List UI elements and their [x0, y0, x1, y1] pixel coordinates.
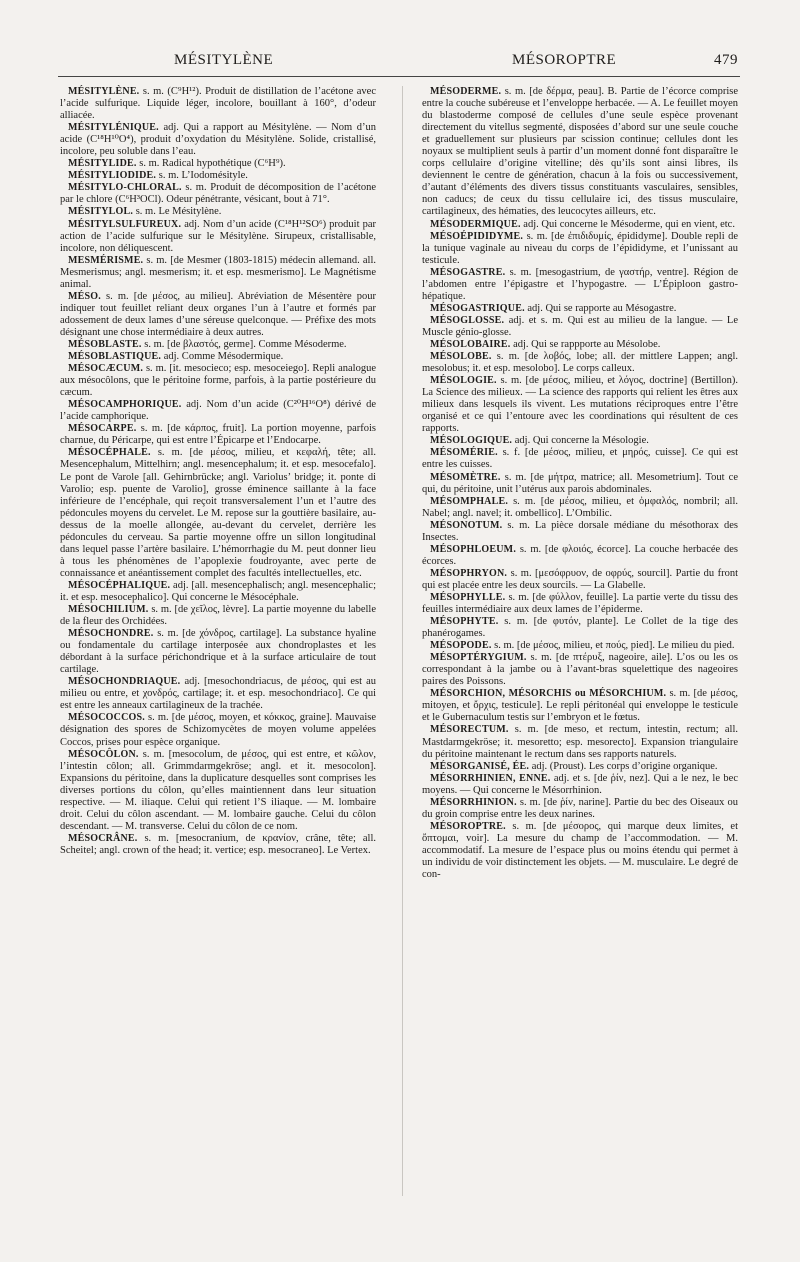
entry-headword: MÉSOMÉRIE.	[430, 447, 498, 459]
dictionary-entry	[60, 423, 376, 447]
entry-definition: adj. [mesochondriacus, de μέσος, qui est au milieu ou entre, et χονδρός, cartilage; it. et esp. mesochondriaco]. Ce qui est entre les anneaux cartilagineux de la trachée.	[60, 676, 376, 712]
entry-headword: MÉSITYLIDE.	[68, 158, 137, 170]
dictionary-entry	[422, 339, 738, 351]
entry-headword: MÉSOPHLOEUM.	[430, 543, 517, 555]
dictionary-entry	[422, 724, 738, 760]
entry-headword: MÉSITYLO-CHLORAL.	[68, 182, 182, 194]
dictionary-entry	[60, 712, 376, 748]
dictionary-entry	[422, 315, 738, 339]
dictionary-entry	[422, 267, 738, 303]
dictionary-entry	[422, 688, 738, 724]
dictionary-entry	[422, 447, 738, 471]
dictionary-entry	[422, 375, 738, 435]
dictionary-entry	[422, 592, 738, 616]
entry-definition: adj. Qui concerne le Mésoderme, qui en vient, etc.	[520, 218, 735, 230]
entry-definition: adj. Nom d’un acide (C²⁰H¹⁶O⁸) dérivé de l’acide camphorique.	[60, 399, 376, 423]
entry-headword: MÉSORRHINIEN, ENNE.	[430, 772, 551, 784]
entry-definition: s. m. [de ῥίν, narine]. Partie du bec des Oiseaux ou du groin comprise entre les deux narines.	[422, 796, 738, 820]
dictionary-entry	[422, 544, 738, 568]
entry-headword: MÉSOROPTRE.	[430, 820, 506, 832]
entry-definition: s. m. [de μέσος, au milieu]. Abréviation de Mésentère pour indiquer tout feuillet reliant deux organes l’un à l’autre et formés par adossement de deux lames d’une séreuse quelconque. — Préfixe des mots désignant une chose intermédiaire à deux autres.	[60, 290, 376, 338]
dictionary-entry	[422, 761, 738, 773]
entry-headword: MÉSOCHONDRIAQUE.	[68, 676, 181, 688]
dictionary-entry	[60, 833, 376, 857]
running-head-left: MÉSITYLÈNE	[174, 52, 274, 68]
entry-definition: adj. Qui concerne la Mésologie.	[512, 435, 649, 447]
entry-headword: MÉSORECTUM.	[430, 724, 509, 736]
entry-headword: MÉSOCOCCOS.	[68, 712, 145, 724]
entry-headword: MÉSOCÔLON.	[68, 748, 139, 760]
entry-headword: MÉSOGASTRIQUE.	[430, 302, 525, 314]
dictionary-entry	[422, 640, 738, 652]
entry-definition: s. m. [de χεῖλος, lèvre]. La partie moyenne du labelle de la fleur des Orchidées.	[60, 604, 376, 628]
entry-headword: MÉSOLOBAIRE.	[430, 338, 511, 350]
entry-headword: MÉSORRHINION.	[430, 796, 517, 808]
entry-definition: s. m. [de φύλλον, feuille]. La partie verte du tissu des feuilles intermédiaire aux deux lames de l’épiderme.	[422, 591, 738, 616]
dictionary-entry	[60, 363, 376, 399]
header-rule	[58, 76, 740, 77]
entry-definition: adj. (Proust). Les corps d’origine organique.	[529, 760, 718, 772]
dictionary-entry	[60, 122, 376, 158]
entry-headword: MÉSORGANISÉ, ÉE.	[430, 760, 530, 772]
column-divider	[402, 86, 403, 1196]
left-column	[60, 86, 376, 857]
entry-definition: s. m. [de meso, et rectum, intestin, rectum; all. Mastdarmgekröse; it. mesoretto; esp. mesorecto]. Expansion triangulaire du péritoine maintenant le rectum dans ses rapports naturels.	[422, 724, 738, 760]
dictionary-entry	[60, 182, 376, 206]
dictionary-entry	[422, 616, 738, 640]
dictionary-entry	[422, 652, 738, 688]
dictionary-entry	[422, 568, 738, 592]
entry-definition: s. m. [it. mesocieco; esp. mesoceiego]. Repli analogue aux mésocôlons, que le péritoine forme, parfois, à la partie postérieure du cæcum.	[60, 363, 376, 399]
entry-definition: s. m. La pièce dorsale médiane du mésothorax des Insectes.	[422, 519, 738, 543]
dictionary-entry	[60, 158, 376, 170]
entry-headword: MÉSOPHYTE.	[430, 616, 499, 628]
entry-definition: adj. Comme Mésodermique.	[161, 351, 284, 363]
dictionary-entry	[422, 520, 738, 544]
entry-definition: s. m. [de μέσος, milieu, et κεφαλή, tête; all. Mesencephalum, Mittelhirn; angl. mesencephalum; it. et esp. mesocefalo]. Le pont de Varole [all. Gehirnbrücke; angl. Variolus’ bridge; it. ponte di Varolio; esp. puente de Varolio], grosse éminence saillante à la face inférieure de l’encéphale, qui reçoit transversalement l’un et l’autre des pédoncules moyens du cervelet. Le M. repose sur la gouttière basilaire, au-dessus de la moelle allongée, au-devant du cervelet, derrière les pédoncules du cerveau. Sa partie moyenne offre un sillon longitudinal dans lequel passe l’artère basilaire. L’hémorrhagie du M. peut donner lieu à tous les phénomènes de l’apoplexie foudroyante, avec perte de connaissance et anéantissement complet des facultés intellectuelles, etc.	[60, 447, 376, 579]
dictionary-entry	[60, 351, 376, 363]
entry-headword: MÉSOCRÂNE.	[68, 832, 138, 844]
entry-definition: adj. et s. [de ῥίν, nez]. Qui a le nez, le bec moyens. — Qui concerne le Mésorrhinion.	[422, 772, 738, 796]
entry-headword: MÉSOCHONDRE.	[68, 628, 154, 640]
entry-headword: MÉSOLOBE.	[430, 351, 492, 363]
dictionary-entry	[60, 339, 376, 351]
entry-headword: MÉSITYLSULFUREUX.	[68, 218, 182, 230]
entry-definition: s. m. [de μήτρα, matrice; all. Mesometrium]. Tout ce qui, du péritoine, unit l’utérus aux parois abdominales.	[422, 471, 738, 495]
running-head-center: MÉSOROPTRE	[512, 52, 617, 68]
entry-definition: adj. [all. mesencephalisch; angl. mesencephalic; it. et esp. mesocephalico]. Qui concerne le Mésocéphale.	[60, 579, 376, 603]
entry-definition: s. m. [de μέσος, milieu, et λόγος, doctrine] (Bertillon). La Science des milieux. — La science des rapports qui relient les êtres aux milieux dans lesquels ils vivent. Les mutations réciproques entre l’être organisé et ce qui l’entoure avec les coordinations qui résultent de ces rapports.	[422, 375, 738, 435]
dictionary-entry	[60, 399, 376, 423]
entry-definition: s. m. [mesogastrium, de γαστήρ, ventre]. Région de l’abdomen entre l’épigastre et l’hypogastre. — L’Épiploon gastro-hépatique.	[422, 266, 738, 302]
dictionary-entry	[60, 86, 376, 122]
entry-definition: s. m. Produit de décomposition de l’acétone par le chlore (C⁶H³OCl). Odeur pénétrante, vésicant, bout à 71°.	[60, 182, 376, 206]
dictionary-entry	[60, 255, 376, 291]
dictionary-entry	[60, 749, 376, 833]
entry-headword: MÉSOPODE.	[430, 640, 492, 652]
entry-headword: MÉSITYLÈNE.	[68, 86, 140, 97]
dictionary-entry	[422, 351, 738, 375]
dictionary-entry	[60, 206, 376, 218]
entry-headword: MÉSOCARPE.	[68, 423, 137, 435]
entry-definition: s. m. [de δέρμα, peau]. B. Partie de l’écorce comprise entre la couche subéreuse et l’enveloppe herbacée. — A. Le feuillet moyen du blastoderme composé de cellules d’une seule espèce provenant directement du vitellus segmenté, disposées d’abord sur une seule couche et graduellement sur plusieurs par scission continue; cellules dont les noyaux se multiplient seuls à partir d’un moment donné font disparaître le corps cellulaire d’origine vitelline; dès qu’ils sont ainsi libres, ils deviennent le centre de génération, chacun à la fois ou successivement, d’autant d’éléments des divers tissus constituants vasculaires, sensibles, non caducs; de ceux du tissu cellulaire ici, des tissus musculaire, cartilagineux, des hématies, des leucocytes ailleurs, etc.	[422, 86, 738, 218]
entry-definition: adj. Qui se rappporte au Mésolobe.	[510, 338, 661, 350]
entry-headword: MÉSODERME.	[430, 86, 502, 97]
dictionary-entry	[60, 676, 376, 712]
entry-definition: s. m. L’Iodomésityle.	[156, 170, 248, 182]
entry-definition: s. m. (C⁹H¹²). Produit de distillation de l’acétone avec l’acide sulfurique. Liquide léger, incolore, bouillant à 160°, d’odeur alliacée.	[60, 86, 376, 122]
entry-headword: MÉSOPHYLLE.	[430, 591, 506, 603]
entry-headword: MÉSOPHRYON.	[430, 567, 508, 579]
entry-definition: s. m. [μεσόφρυον, de οφρύς, sourcil]. Partie du front qui est placée entre les deux sourcils. — La Glabelle.	[422, 567, 738, 591]
dictionary-entry	[422, 219, 738, 231]
dictionary-entry	[422, 496, 738, 520]
entry-definition: s. m. [de πτέρυξ, nageoire, aile]. L’os ou les os correspondant à la jambe ou à l’avant-bras squelettique des nageoires paires des Poissons.	[422, 652, 738, 688]
entry-definition: s. m. [de φυτόν, plante]. Le Collet de la tige des phanérogames.	[422, 616, 738, 640]
dictionary-entry	[422, 821, 738, 881]
entry-headword: MÉSOMPHALE.	[430, 495, 509, 507]
entry-headword: MÉSITYLÉNIQUE.	[68, 122, 159, 134]
entry-definition: s. m. [de μέσορος, qui marque deux limites, et ὄπτομαι, voir]. La mesure du champ de l’accommodation. — M. accommodatif. La mesure de l’espace plus ou moins étendu qui permet à un individu de voir distinctement les objets. — M. musculaire. Le degré de con-	[422, 820, 738, 881]
entry-headword: MÉSOCÉPHALE.	[68, 447, 151, 459]
entry-headword: MÉSITYLOL.	[68, 206, 134, 218]
entry-definition: s. m. [mesocranium, de κρανίον, crâne, tête; all. Scheitel; angl. crown of the head; it. vertice; esp. mesocraneo]. Le Vertex.	[60, 832, 376, 856]
entry-definition: s. m. [de Mesmer (1803-1815) médecin allemand. all. Mesmerismus; angl. mesmerism; it. et esp. mesmerismo]. Le Magnétisme animal.	[60, 254, 376, 290]
entry-definition: s. m. [mesocolum, de μέσος, qui est entre, et κῶλον, l’intestin côlon; all. Grimmdarmgekröse; angl. et it. mesocolon]. Expansions du péritoine, dans la duplicature desquelles sont comprises les diverses portions du côlon, qu’elles maintiennent dans leur situation respective. — M. iliaque. Celui qui retient l’S iliaque. — M. lombaire droit. Celui du côlon ascendant. — M. lombaire gauche. Celui du côlon descendant. — M. transverse. Celui du côlon de ce nom.	[60, 748, 376, 832]
entry-definition: s. m. [de μέσος, moyen, et κόκκος, graine]. Mauvaise désignation des spores de Schizomycètes de moyen volume appelées Coccos, prises pour espèce organique.	[60, 712, 376, 748]
entry-headword: MÉSOBLASTIQUE.	[68, 351, 162, 363]
dictionary-entry	[60, 447, 376, 580]
dictionary-entry	[60, 580, 376, 604]
entry-headword: MESMÉRISME.	[68, 254, 144, 266]
entry-headword: MÉSODERMIQUE.	[430, 218, 521, 230]
entry-definition: s. m. [de μέσος, milieu, et πούς, pied]. Le milieu du pied.	[491, 640, 735, 652]
dictionary-entry	[422, 797, 738, 821]
entry-definition: adj. Qui a rapport au Mésitylène. — Nom d’un acide (C¹⁸H¹⁰O⁴), produit d’oxydation du Mésitylène. Solide, cristallisé, incolore, peu soluble dans l’eau.	[60, 122, 376, 158]
entry-definition: s. m. [de κάρπος, fruit]. La portion moyenne, parfois charnue, du Péricarpe, qui est entre l’Épicarpe et l’Endocarpe.	[60, 423, 376, 447]
entry-headword: MÉSOPTÉRYGIUM.	[430, 652, 527, 664]
dictionary-entry	[60, 170, 376, 182]
entry-headword: MÉSITYLIODIDE.	[68, 170, 157, 182]
page-number: 479	[714, 52, 738, 68]
dictionary-entry	[422, 86, 738, 219]
entry-definition: s. m. [de χόνδρος, cartilage]. La substance hyaline ou fondamentale du cartilage interposée aux chondroplastes et les débordant à la surface périchondrique et à la surface articulaire de tout cartilage.	[60, 628, 376, 676]
entry-definition: s. m. Radical hypothétique (C⁶H⁹).	[136, 158, 286, 170]
running-head	[62, 52, 738, 74]
dictionary-entry	[422, 472, 738, 496]
entry-headword: MÉSOCÆCUM.	[68, 363, 144, 375]
entry-definition: s. m. [de μέσος, mitoyen, et ὄρχις, testicule]. Le repli péritonéal qui enveloppe le testicule et le Gubernaculum testis sur l’embryon et le fœtus.	[422, 688, 738, 724]
dictionary-entry	[422, 231, 738, 267]
entry-headword: MÉSOMÈTRE.	[430, 471, 501, 483]
dictionary-entry	[60, 604, 376, 628]
entry-definition: s. m. [de ἐπιδιδυμίς, épididyme]. Double repli de la tunique vaginale au niveau du corps de l’épididyme, et l’unissant au testicule.	[422, 230, 738, 266]
entry-definition: s. m. [de βλαστός, germe]. Comme Mésoderme.	[141, 338, 347, 350]
entry-definition: s. m. [de λοβός, lobe; all. der mittlere Lappen; angl. mesolobus; it. et esp. mesolobo]. Le corps calleux.	[422, 351, 738, 375]
entry-definition: s. m. [de μέσος, milieu, et ὀμφαλός, nombril; all. Nabel; angl. navel; it. ombellico]. L’Ombilic.	[422, 495, 738, 519]
entry-headword: MÉSOCÉPHALIQUE.	[68, 579, 171, 591]
dictionary-entry	[60, 219, 376, 255]
entry-headword: MÉSOÉPIDIDYME.	[430, 230, 524, 242]
entry-headword: MÉSOGLOSSE.	[430, 314, 505, 326]
entry-headword: MÉSOBLASTE.	[68, 338, 142, 350]
entry-definition: adj. Nom d’un acide (C¹⁸H¹²SO⁶) produit par action de l’acide sulfurique sur le Mésitylène. Sirupeux, cristallisable, incolore, non déliquescent.	[60, 218, 376, 254]
entry-definition: adj. Qui se rapporte au Mésogastre.	[524, 302, 677, 314]
entry-headword: MÉSOCHILIUM.	[68, 604, 149, 616]
dictionary-entry	[422, 435, 738, 447]
entry-definition: s. m. Le Mésitylène.	[133, 206, 222, 218]
entry-headword: MÉSORCHION, MÉSORCHIS ou MÉSORCHIUM.	[430, 688, 667, 700]
dictionary-entry	[60, 291, 376, 339]
entry-headword: MÉSOGASTRE.	[430, 266, 506, 278]
dictionary-entry	[422, 303, 738, 315]
entry-headword: MÉSO.	[68, 290, 101, 302]
entry-headword: MÉSOCAMPHORIQUE.	[68, 399, 182, 411]
right-column	[422, 86, 738, 881]
entry-headword: MÉSONOTUM.	[430, 519, 503, 531]
entry-definition: adj. et s. m. Qui est au milieu de la langue. — Le Muscle génio-glosse.	[422, 314, 738, 338]
entry-headword: MÉSOLOGIQUE.	[430, 435, 513, 447]
dictionary-entry	[60, 628, 376, 676]
entry-headword: MÉSOLOGIE.	[430, 375, 497, 387]
entry-definition: s. m. [de φλοιός, écorce]. La couche herbacée des écorces.	[422, 543, 738, 567]
dictionary-entry	[422, 773, 738, 797]
entry-definition: s. f. [de μέσος, milieu, et μηρός, cuisse]. Ce qui est entre les cuisses.	[422, 447, 738, 471]
